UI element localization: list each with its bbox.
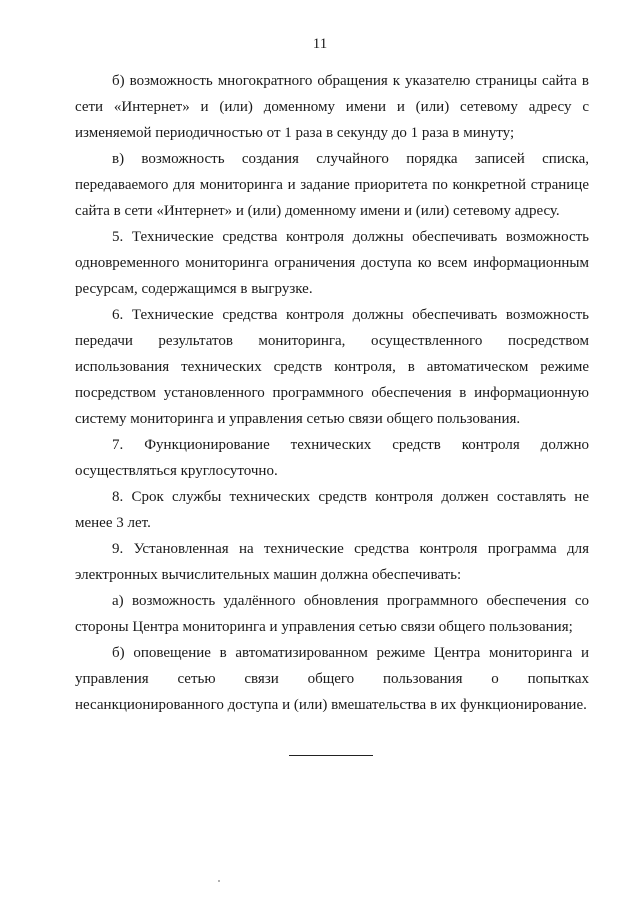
paragraph-9-software-requirements: 9. Установленная на технические средства контроля программа для электронных вычислительных машин должна обеспечивать: (75, 541, 589, 583)
paragraph-7-round-the-clock: 7. Функционирование технических средств контроля должно осуществляться круглосуточно. (75, 437, 589, 479)
paragraph-5-simultaneous-monitoring: 5. Технические средства контроля должны обеспечивать возможность одновременного мониторинга ограничения доступа ко всем информационным ресурсам, содержащимся в выгрузке. (75, 229, 589, 297)
paragraph-8-service-life: 8. Срок службы технических средств контроля должен составлять не менее 3 лет. (75, 489, 589, 531)
paragraph-b-multiple-access: б) возможность многократного обращения к указателю страницы сайта в сети «Интернет» и (или) доменному имени и (или) сетевому адресу с изменяемой периодичностью от 1 раза в секунду до 1 раза в минуту; (75, 73, 589, 141)
paragraph-a-remote-update: а) возможность удалённого обновления программного обеспечения со стороны Центра мониторинга и управления сетью связи общего пользования; (75, 593, 589, 635)
document-body (75, 68, 589, 718)
paragraph-v-random-order: в) возможность создания случайного порядка записей списка, передаваемого для мониторинга и задание приоритета по конкретной странице сайта в сети «Интернет» и (или) доменному имени и (или) сетевому адресу. (75, 151, 589, 219)
closing-rule (289, 755, 373, 756)
paragraph-b-notification: б) оповещение в автоматизированном режиме Центра мониторинга и управления сетью связи общего пользования о попытках несанкционированного доступа и (или) вмешательства в их функционирование. (75, 645, 589, 713)
page-number: 11 (312, 36, 328, 52)
scan-speck (218, 880, 220, 882)
paragraph-6-results-transfer: 6. Технические средства контроля должны обеспечивать возможность передачи результатов мониторинга, осуществленного посредством использования технических средств контроля, в автоматическом режиме посредством установленного программного обеспечения в информационную систему мониторинга и управления сетью связи общего пользования. (75, 307, 589, 427)
